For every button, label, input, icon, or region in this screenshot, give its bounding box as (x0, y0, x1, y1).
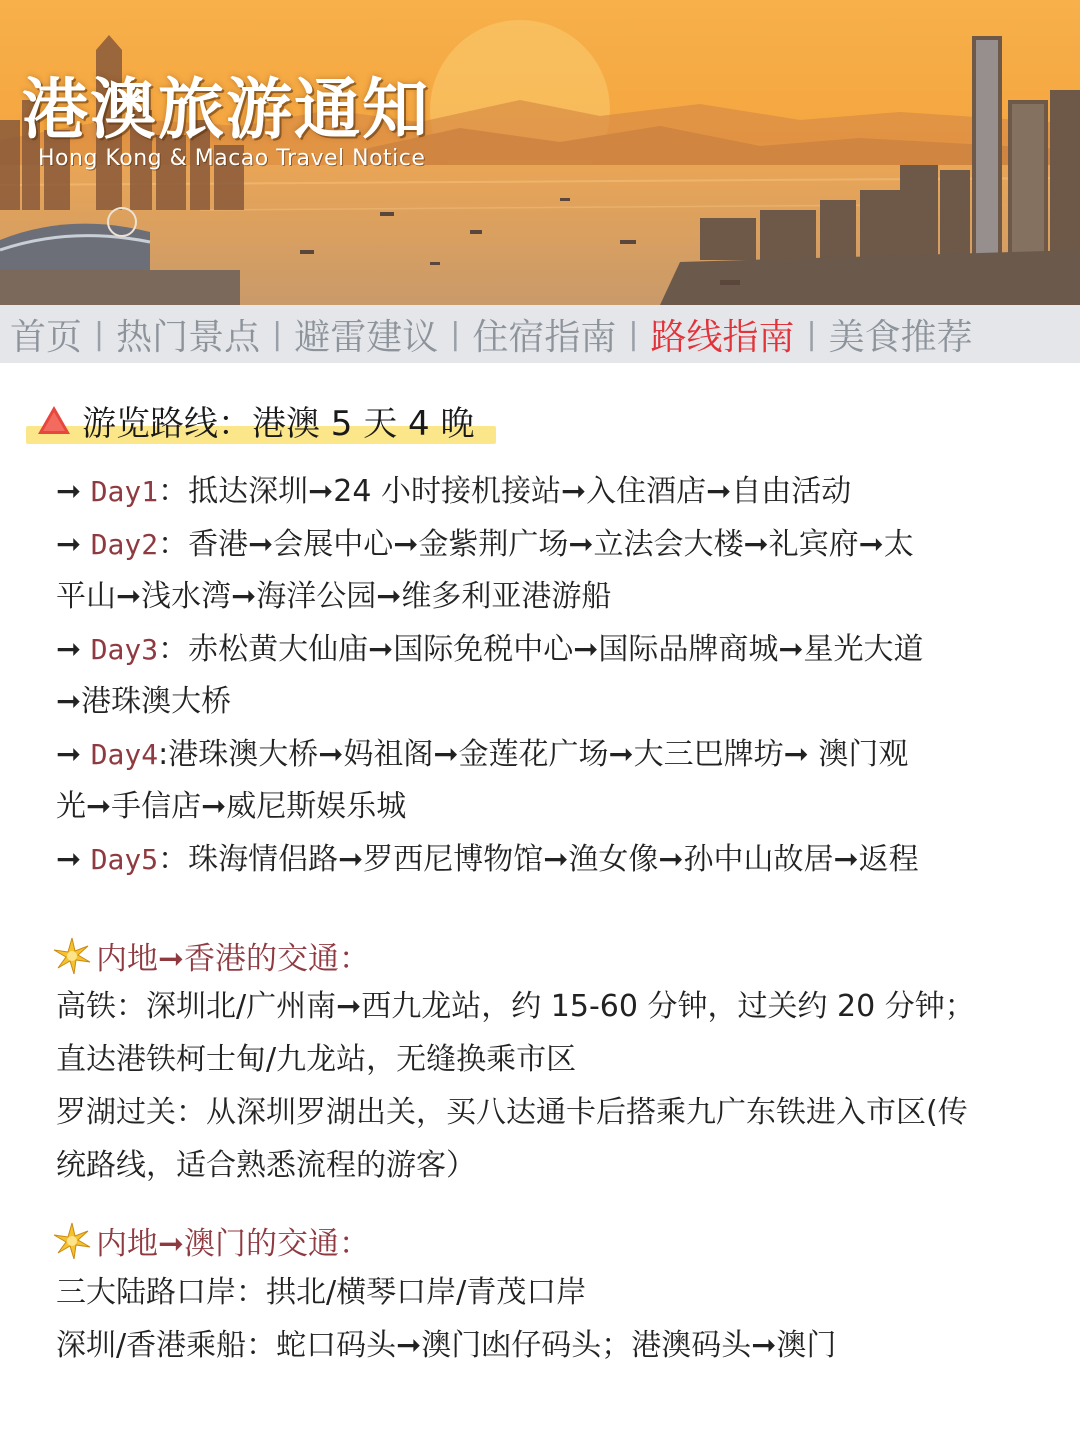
hk-transport-line: 罗湖过关：从深圳罗湖出关，买八达通卡后搭乘九广东铁进入市区(传 (56, 1095, 968, 1130)
nav-item-routes[interactable]: 路线指南 (650, 316, 795, 358)
nav-separator: | (628, 316, 639, 352)
mo-transport-heading (52, 1218, 370, 1263)
day-row (56, 519, 1036, 572)
arrow-icon: ➞ (56, 841, 82, 877)
route-heading (36, 398, 475, 442)
hk-transport-body (56, 980, 1031, 1192)
day-separator: ： (158, 474, 189, 509)
hero-subtitle: Hong Kong & Macao Travel Notice (38, 146, 426, 171)
day-text: 港珠澳大桥➞妈祖阁➞金莲花广场➞大三巴牌坊➞ 澳门观 (168, 736, 909, 772)
arrow-icon: ➞ (56, 526, 82, 562)
day-separator: : (158, 736, 169, 772)
warning-triangle-icon (36, 404, 72, 436)
nav-separator: | (272, 316, 283, 352)
day-label: Day2 (90, 527, 159, 561)
mo-transport-body (56, 1266, 1031, 1372)
mo-transport-heading-text: 内地➞澳门的交通： (96, 1226, 370, 1262)
day-row (56, 834, 1036, 887)
day-label: Day5 (90, 842, 159, 876)
hero-title: 港澳旅游通知 (22, 71, 430, 148)
day-label: Day4 (90, 737, 159, 771)
top-nav-bar (0, 305, 1080, 363)
hk-transport-heading-text: 内地➞香港的交通： (96, 941, 370, 977)
nav-item-accommodation[interactable]: 住宿指南 (472, 316, 617, 358)
day-row-continued: 光➞手信店➞威尼斯娱乐城 (56, 789, 407, 824)
nav-item-tips[interactable]: 避雷建议 (294, 316, 439, 358)
hk-transport-line: 直达港铁柯士甸/九龙站，无缝换乘市区 (56, 1042, 577, 1077)
nav-item-attractions[interactable]: 热门景点 (116, 316, 261, 358)
nav-separator: | (450, 316, 461, 352)
route-heading-text: 游览路线：港澳 5 天 4 晚 (82, 403, 475, 444)
mo-transport-line: 深圳/香港乘船：蛇口码头➞澳门凼仔码头；港澳码头➞澳门 (56, 1328, 837, 1363)
day-row-continued: 平山➞浅水湾➞海洋公园➞维多利亚港游船 (56, 579, 612, 614)
day-row-continued: ➞港珠澳大桥 (56, 684, 232, 719)
arrow-icon: ➞ (56, 474, 82, 509)
day-row (56, 624, 1036, 677)
hk-transport-heading (52, 933, 370, 978)
day-label: Day3 (90, 632, 159, 666)
hk-transport-line: 高铁：深圳北/广州南➞西九龙站，约 15-60 分钟，过关约 20 分钟； (56, 989, 975, 1024)
day-text: 香港➞会展中心➞金紫荆广场➞立法会大楼➞礼宾府➞太 (188, 526, 914, 562)
day-text: 赤松黄大仙庙➞国际免税中心➞国际品牌商城➞星光大道 (188, 631, 924, 667)
hk-transport-line: 统路线，适合熟悉流程的游客） (56, 1148, 476, 1183)
day-label: Day1 (90, 475, 159, 508)
sparkle-star-icon (52, 1221, 92, 1261)
arrow-icon: ➞ (56, 631, 82, 667)
day-text: 珠海情侣路➞罗西尼博物馆➞渔女像➞孙中山故居➞返程 (188, 841, 919, 877)
sparkle-star-icon (52, 936, 92, 976)
nav-item-home[interactable]: 首页 (10, 316, 83, 358)
day-text: 抵达深圳➞24 小时接机接站➞入住酒店➞自由活动 (188, 474, 852, 509)
day-separator: ： (158, 631, 189, 667)
day-separator: ： (158, 841, 189, 877)
route-days-list (56, 466, 1036, 886)
nav-separator: | (94, 316, 105, 352)
nav-separator: | (806, 316, 817, 352)
day-separator: ： (158, 526, 189, 562)
nav-item-food[interactable]: 美食推荐 (828, 316, 973, 358)
mo-transport-line: 三大陆路口岸：拱北/横琴口岸/青茂口岸 (56, 1275, 587, 1310)
arrow-icon: ➞ (56, 736, 82, 772)
day-row (56, 729, 1036, 782)
day-row (56, 466, 1036, 519)
hero-banner (0, 0, 1080, 305)
